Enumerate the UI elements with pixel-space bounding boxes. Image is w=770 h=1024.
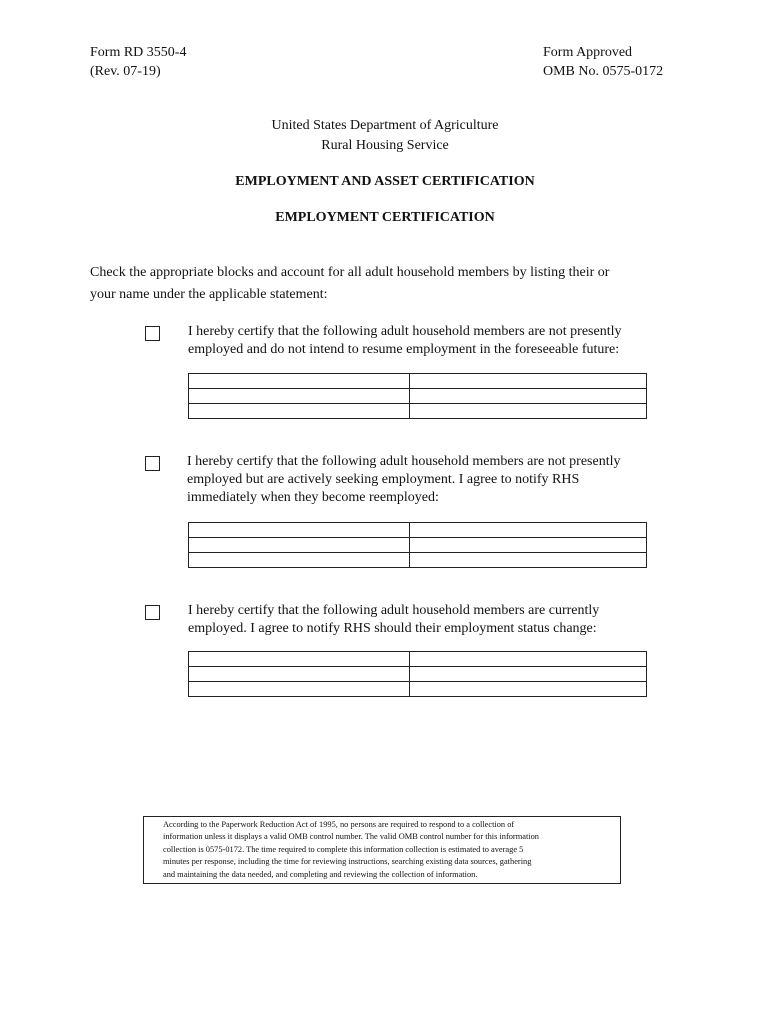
member-name-cell[interactable] <box>189 374 410 389</box>
approval-block <box>543 43 663 81</box>
currently-employed-checkbox[interactable] <box>145 605 160 620</box>
statement-line: I hereby certify that the following adult household members are not presently <box>187 454 621 469</box>
member-name-cell[interactable] <box>410 667 647 682</box>
notice-line: According to the Paperwork Reduction Act of 1995, no persons are required to respond to a collection of <box>163 820 515 829</box>
statement-seeking-employment <box>187 453 667 507</box>
member-name-cell[interactable] <box>410 652 647 667</box>
table-row <box>189 523 647 538</box>
notice-line: information unless it displays a valid OMB control number. The valid OMB control number for this information <box>163 832 539 842</box>
currently-employed-members-table <box>188 651 647 697</box>
notice-line: minutes per response, including the time for reviewing instructions, searching existing data sources, gathering <box>163 857 532 867</box>
instructions-line: your name under the applicable statement: <box>90 287 328 302</box>
instructions <box>90 262 690 306</box>
table-row <box>189 538 647 553</box>
member-name-cell[interactable] <box>410 523 647 538</box>
member-name-cell[interactable] <box>189 523 410 538</box>
member-name-cell[interactable] <box>410 553 647 568</box>
statement-line: employed and do not intend to resume employment in the foreseeable future: <box>188 342 620 357</box>
form-revision: (Rev. 07-19) <box>90 64 161 79</box>
main-title: EMPLOYMENT AND ASSET CERTIFICATION <box>235 174 535 189</box>
table-row <box>189 682 647 697</box>
member-name-cell[interactable] <box>410 404 647 419</box>
member-name-cell[interactable] <box>189 682 410 697</box>
table-row <box>189 652 647 667</box>
department-name: United States Department of Agriculture <box>271 118 499 133</box>
member-name-cell[interactable] <box>410 682 647 697</box>
instructions-line: Check the appropriate blocks and account for all adult household members by listing their or <box>90 265 610 280</box>
paperwork-reduction-notice <box>143 816 621 884</box>
table-row <box>189 374 647 389</box>
seeking-employment-checkbox[interactable] <box>145 456 160 471</box>
seeking-employment-members-table <box>188 522 647 568</box>
member-name-cell[interactable] <box>189 553 410 568</box>
statement-line: I hereby certify that the following adult household members are currently <box>188 603 600 618</box>
statement-line: employed but are actively seeking employment. I agree to notify RHS <box>187 472 580 487</box>
member-name-cell[interactable] <box>410 538 647 553</box>
member-name-cell[interactable] <box>189 404 410 419</box>
omb-number: OMB No. 0575-0172 <box>543 64 664 79</box>
statement-line: I hereby certify that the following adult household members are not presently <box>188 324 622 339</box>
service-name: Rural Housing Service <box>321 138 449 153</box>
table-row <box>189 667 647 682</box>
member-name-cell[interactable] <box>410 389 647 404</box>
table-row <box>189 553 647 568</box>
member-name-cell[interactable] <box>189 652 410 667</box>
notice-line: collection is 0575-0172. The time required to complete this information collection is estimated to average 5 <box>163 844 524 854</box>
form-number: Form RD 3550-4 <box>90 45 187 60</box>
table-row <box>189 389 647 404</box>
statement-line: immediately when they become reemployed: <box>187 490 439 505</box>
agency-block <box>0 116 770 156</box>
notice-line: and maintaining the data needed, and completing and reviewing the collection of information. <box>163 869 478 879</box>
member-name-cell[interactable] <box>189 538 410 553</box>
statement-line: employed. I agree to notify RHS should their employment status change: <box>188 621 597 636</box>
statement-not-employed <box>188 323 668 359</box>
member-name-cell[interactable] <box>189 389 410 404</box>
member-name-cell[interactable] <box>189 667 410 682</box>
not-employed-checkbox[interactable] <box>145 326 160 341</box>
section-title: EMPLOYMENT CERTIFICATION <box>275 210 495 225</box>
table-row <box>189 404 647 419</box>
statement-currently-employed <box>188 602 668 638</box>
member-name-cell[interactable] <box>410 374 647 389</box>
form-number-block <box>90 43 186 81</box>
form-approved-label: Form Approved <box>543 45 633 60</box>
not-employed-members-table <box>188 373 647 419</box>
